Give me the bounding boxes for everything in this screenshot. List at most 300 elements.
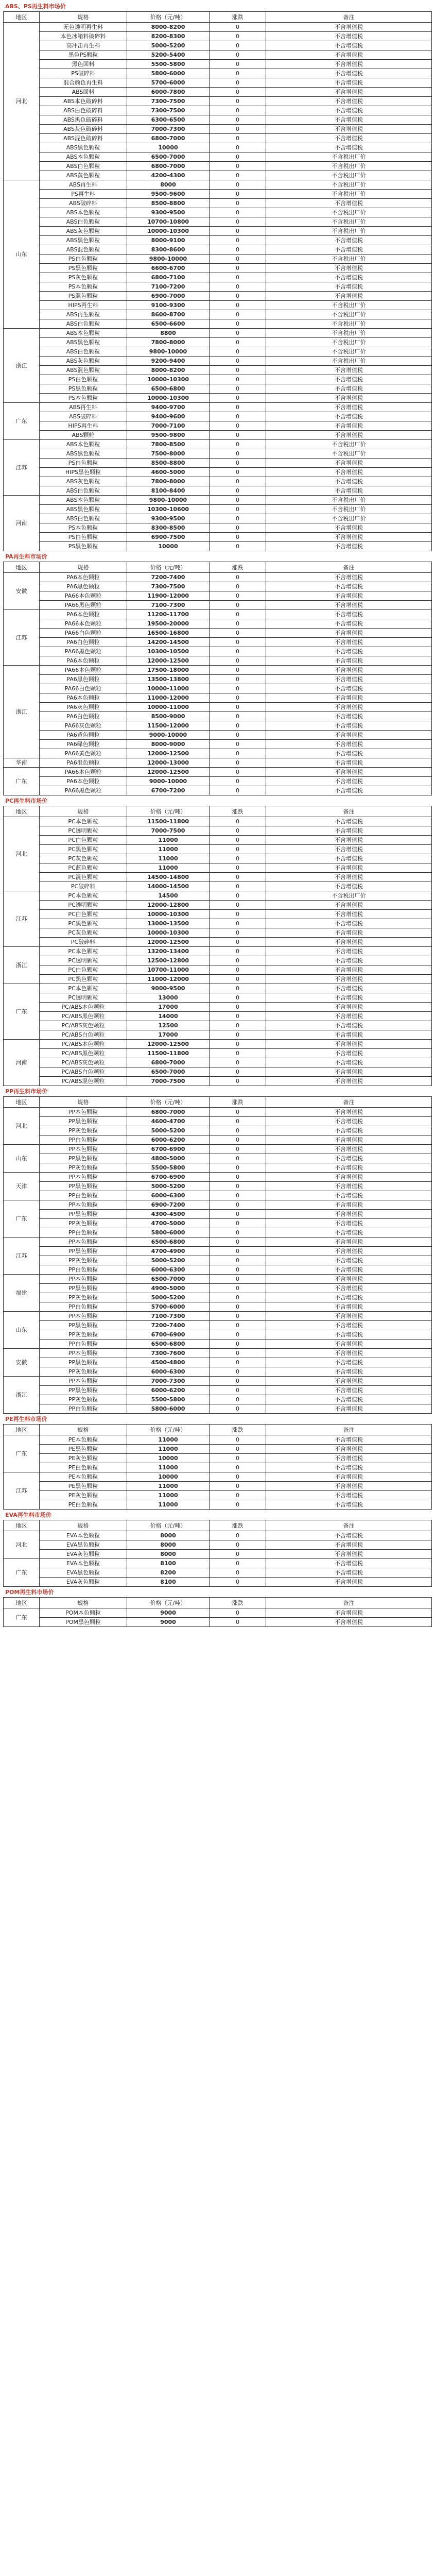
spec-cell: ABS颗粒	[40, 431, 127, 440]
spec-cell: PC混色颗粒	[40, 873, 127, 882]
price-cell: 7100-7200	[127, 282, 210, 292]
spec-cell: PE灰色颗粒	[40, 1454, 127, 1463]
price-section	[3, 2, 432, 551]
price-cell: 9300-9500	[127, 514, 210, 523]
spec-cell: PE白色颗粒	[40, 1500, 127, 1510]
price-cell: 13000-13500	[127, 919, 210, 928]
note-cell: 不含增值税	[266, 50, 432, 60]
table-row	[4, 394, 432, 403]
price-section	[3, 1087, 432, 1414]
price-cell: 5000-5200	[127, 1293, 210, 1302]
note-cell: 不含税出厂价	[266, 449, 432, 459]
spec-cell: PP白色颗粒	[40, 1136, 127, 1145]
spec-cell: PP本色颗粒	[40, 1238, 127, 1247]
spec-cell: PP灰色颗粒	[40, 1293, 127, 1302]
spec-cell: PC白色颗粒	[40, 965, 127, 975]
price-cell: 7800-8500	[127, 440, 210, 449]
price-cell: 6000-6200	[127, 1386, 210, 1395]
note-cell: 不含增值税	[266, 366, 432, 375]
table-row	[4, 1404, 432, 1414]
price-cell: 9400-9700	[127, 403, 210, 412]
table-row	[4, 1247, 432, 1256]
region-cell: 浙江	[4, 666, 40, 758]
change-cell: 0	[210, 542, 266, 551]
price-cell: 10000	[127, 542, 210, 551]
change-cell: 0	[210, 703, 266, 712]
table-row	[4, 1136, 432, 1145]
table-row	[4, 180, 432, 190]
price-cell: 9800-10000	[127, 255, 210, 264]
spec-cell: PA66本色颗粒	[40, 619, 127, 629]
note-cell: 不含税出厂价	[266, 190, 432, 199]
change-cell: 0	[210, 180, 266, 190]
spec-cell: ABS本色颗粒	[40, 329, 127, 338]
header-price: 价格（元/吨）	[127, 1425, 210, 1435]
spec-cell: PP本色颗粒	[40, 1173, 127, 1182]
change-cell: 0	[210, 190, 266, 199]
spec-cell: POM黑色颗粒	[40, 1618, 127, 1627]
note-cell: 不含增值税	[266, 1386, 432, 1395]
spec-cell: ABS回料	[40, 88, 127, 97]
note-cell: 不含增值税	[266, 1578, 432, 1587]
note-cell: 不含增值税	[266, 115, 432, 125]
price-cell: 4800-5000	[127, 1154, 210, 1163]
change-cell: 0	[210, 125, 266, 134]
price-section	[3, 552, 432, 795]
table-row	[4, 1358, 432, 1367]
price-cell: 7000-7300	[127, 125, 210, 134]
note-cell: 不含增值税	[266, 1256, 432, 1265]
table-row	[4, 1367, 432, 1377]
change-cell: 0	[210, 1136, 266, 1145]
price-cell: 6500-7000	[127, 152, 210, 162]
change-cell: 0	[210, 956, 266, 965]
note-cell: 不含增值税	[266, 1618, 432, 1627]
table-row	[4, 873, 432, 882]
change-cell: 0	[210, 97, 266, 106]
header-price: 价格（元/吨）	[127, 1520, 210, 1531]
spec-cell: PP灰色颗粒	[40, 1219, 127, 1228]
spec-cell: PA6本色颗粒	[40, 693, 127, 703]
note-cell: 不含增值税	[266, 245, 432, 255]
table-row	[4, 863, 432, 873]
table-row	[4, 712, 432, 721]
region-cell: 河南	[4, 1040, 40, 1086]
change-cell: 0	[210, 758, 266, 768]
change-cell: 0	[210, 582, 266, 591]
table-row	[4, 1228, 432, 1238]
price-cell: 5800-6000	[127, 1228, 210, 1238]
spec-cell: PA66白色颗粒	[40, 684, 127, 693]
region-cell: 江苏	[4, 891, 40, 947]
price-cell: 7000-7500	[127, 1077, 210, 1086]
table-row	[4, 1340, 432, 1349]
change-cell: 0	[210, 1491, 266, 1500]
price-cell: 6800-7000	[127, 134, 210, 143]
note-cell: 不含增值税	[266, 731, 432, 740]
table-row	[4, 1349, 432, 1358]
change-cell: 0	[210, 1067, 266, 1077]
price-cell: 8500-8800	[127, 459, 210, 468]
price-cell: 7800-8000	[127, 338, 210, 347]
note-cell: 不含增值税	[266, 928, 432, 938]
region-cell: 河北	[4, 817, 40, 891]
table-row	[4, 993, 432, 1003]
note-cell: 不含增值税	[266, 965, 432, 975]
price-cell: 11500-12000	[127, 721, 210, 731]
price-cell: 8000	[127, 180, 210, 190]
note-cell: 不含增值税	[266, 1463, 432, 1472]
spec-cell: 高冲击再生料	[40, 41, 127, 50]
change-cell: 0	[210, 50, 266, 60]
price-cell: 14000-14500	[127, 882, 210, 891]
header-region: 地区	[4, 1097, 40, 1108]
table-row	[4, 69, 432, 78]
table-row	[4, 1126, 432, 1136]
note-cell: 不含税出厂价	[266, 505, 432, 514]
price-cell: 6500-7000	[127, 1067, 210, 1077]
spec-cell: ABS本色颗粒	[40, 152, 127, 162]
price-cell: 9000	[127, 1608, 210, 1618]
price-table	[3, 11, 432, 551]
note-cell: 不含增值税	[266, 1491, 432, 1500]
spec-cell: PS白色颗粒	[40, 255, 127, 264]
change-cell: 0	[210, 1108, 266, 1117]
spec-cell: PS混色颗粒	[40, 292, 127, 301]
price-cell: 7000-7100	[127, 421, 210, 431]
table-header-row	[4, 1425, 432, 1435]
table-row	[4, 440, 432, 449]
note-cell: 不含增值税	[266, 32, 432, 41]
change-cell: 0	[210, 468, 266, 477]
spec-cell: 本色冰箱料破碎料	[40, 32, 127, 41]
price-cell: 6800-7100	[127, 273, 210, 282]
spec-cell: PP黑色颗粒	[40, 1386, 127, 1395]
note-cell: 不含税出厂价	[266, 162, 432, 171]
table-row	[4, 882, 432, 891]
change-cell: 0	[210, 1293, 266, 1302]
table-row	[4, 1540, 432, 1550]
change-cell: 0	[210, 1247, 266, 1256]
price-cell: 11200-11700	[127, 610, 210, 619]
spec-cell: EVA灰色颗粒	[40, 1578, 127, 1587]
spec-cell: PP本色颗粒	[40, 1200, 127, 1210]
table-row	[4, 836, 432, 845]
note-cell: 不含税出厂价	[266, 496, 432, 505]
spec-cell: PA6黄色颗粒	[40, 731, 127, 740]
change-cell: 0	[210, 69, 266, 78]
table-row	[4, 854, 432, 863]
note-cell: 不含增值税	[266, 542, 432, 551]
price-cell: 5000-5200	[127, 1256, 210, 1265]
note-cell: 不含增值税	[266, 60, 432, 69]
price-cell: 11000	[127, 854, 210, 863]
price-cell: 7000-7500	[127, 826, 210, 836]
note-cell: 不含增值税	[266, 1321, 432, 1330]
note-cell: 不含增值税	[266, 1500, 432, 1510]
change-cell: 0	[210, 329, 266, 338]
region-cell: 河北	[4, 1108, 40, 1145]
price-cell: 5500-5800	[127, 60, 210, 69]
price-cell: 8000	[127, 1550, 210, 1559]
table-row	[4, 1200, 432, 1210]
price-cell: 7300-7500	[127, 582, 210, 591]
table-row	[4, 910, 432, 919]
note-cell: 不含增值税	[266, 938, 432, 947]
table-row	[4, 721, 432, 731]
table-row	[4, 582, 432, 591]
spec-cell: EVA灰色颗粒	[40, 1550, 127, 1559]
note-cell: 不含增值税	[266, 1275, 432, 1284]
note-cell: 不含增值税	[266, 1340, 432, 1349]
note-cell: 不含增值税	[266, 1568, 432, 1578]
spec-cell: ABS白色颗粒	[40, 347, 127, 357]
note-cell: 不含增值税	[266, 403, 432, 412]
note-cell: 不含增值税	[266, 1003, 432, 1012]
table-row	[4, 1256, 432, 1265]
change-cell: 0	[210, 431, 266, 440]
spec-cell: EVA黑色颗粒	[40, 1540, 127, 1550]
note-cell: 不含增值税	[266, 523, 432, 533]
price-cell: 9000-9500	[127, 984, 210, 993]
spec-cell: PA6灰色颗粒	[40, 703, 127, 712]
spec-cell: ABS混色破碎料	[40, 134, 127, 143]
change-cell: 0	[210, 1284, 266, 1293]
change-cell: 0	[210, 403, 266, 412]
change-cell: 0	[210, 1003, 266, 1012]
note-cell: 不含增值税	[266, 292, 432, 301]
note-cell: 不含税出厂价	[266, 208, 432, 217]
price-cell: 9300-9500	[127, 208, 210, 217]
price-cell: 10000-11000	[127, 684, 210, 693]
price-cell: 10000-10300	[127, 928, 210, 938]
section-title: PE再生料市场价	[5, 1416, 47, 1422]
change-cell: 0	[210, 965, 266, 975]
header-change: 涨跌	[210, 12, 266, 23]
change-cell: 0	[210, 282, 266, 292]
price-cell: 8000-8200	[127, 366, 210, 375]
table-row	[4, 675, 432, 684]
table-row	[4, 1312, 432, 1321]
price-cell: 10000-10300	[127, 375, 210, 384]
price-cell: 11000-12000	[127, 975, 210, 984]
region-cell: 浙江	[4, 329, 40, 403]
change-cell: 0	[210, 1302, 266, 1312]
spec-cell: PP黑色颗粒	[40, 1284, 127, 1293]
spec-cell: PE黑色颗粒	[40, 1445, 127, 1454]
price-cell: 11000	[127, 863, 210, 873]
region-cell: 江苏	[4, 440, 40, 496]
change-cell: 0	[210, 1200, 266, 1210]
spec-cell: HIPS再生料	[40, 301, 127, 310]
note-cell: 不含增值税	[266, 1472, 432, 1482]
price-cell: 12000-12500	[127, 749, 210, 758]
price-cell: 12000-12500	[127, 938, 210, 947]
table-row	[4, 106, 432, 115]
price-table	[3, 1597, 432, 1627]
spec-cell: PE黑色颗粒	[40, 1482, 127, 1491]
table-row	[4, 1003, 432, 1012]
table-row	[4, 573, 432, 582]
spec-cell: 混合颜色再生料	[40, 78, 127, 88]
price-cell: 6800-7000	[127, 1108, 210, 1117]
change-cell: 0	[210, 273, 266, 282]
table-row	[4, 23, 432, 32]
spec-cell: ABS混色颗粒	[40, 245, 127, 255]
note-cell: 不含增值税	[266, 69, 432, 78]
change-cell: 0	[210, 638, 266, 647]
spec-cell: PC/ABS白色颗粒	[40, 1067, 127, 1077]
note-cell: 不含增值税	[266, 1435, 432, 1445]
note-cell: 不含增值税	[266, 629, 432, 638]
price-cell: 7100-7300	[127, 601, 210, 610]
price-cell: 9500-9600	[127, 190, 210, 199]
change-cell: 0	[210, 1367, 266, 1377]
table-row	[4, 366, 432, 375]
region-cell: 安徽	[4, 1349, 40, 1377]
change-cell: 0	[210, 928, 266, 938]
price-cell: 10000	[127, 1472, 210, 1482]
table-row	[4, 1154, 432, 1163]
price-cell: 11000	[127, 1445, 210, 1454]
change-cell: 0	[210, 1358, 266, 1367]
change-cell: 0	[210, 477, 266, 486]
header-change: 涨跌	[210, 1425, 266, 1435]
price-cell: 6800-7000	[127, 1058, 210, 1067]
price-cell: 7200-7400	[127, 1321, 210, 1330]
table-row	[4, 264, 432, 273]
note-cell: 不含增值税	[266, 1358, 432, 1367]
spec-cell: 黑色PS颗粒	[40, 50, 127, 60]
price-cell: 10000	[127, 1454, 210, 1463]
price-cell: 12000-13000	[127, 758, 210, 768]
table-row	[4, 357, 432, 366]
note-cell: 不含税出厂价	[266, 217, 432, 227]
note-cell: 不含增值税	[266, 412, 432, 421]
change-cell: 0	[210, 310, 266, 319]
change-cell: 0	[210, 375, 266, 384]
change-cell: 0	[210, 1077, 266, 1086]
price-cell: 13500-13800	[127, 675, 210, 684]
table-row	[4, 431, 432, 440]
spec-cell: PP灰色颗粒	[40, 1367, 127, 1377]
change-cell: 0	[210, 656, 266, 666]
price-cell: 5800-6000	[127, 1404, 210, 1414]
spec-cell: PS本色颗粒	[40, 282, 127, 292]
price-cell: 8600-8700	[127, 310, 210, 319]
note-cell: 不含增值税	[266, 975, 432, 984]
change-cell: 0	[210, 1463, 266, 1472]
note-cell: 不含增值税	[266, 1404, 432, 1414]
change-cell: 0	[210, 1531, 266, 1540]
note-cell: 不含增值税	[266, 1445, 432, 1454]
change-cell: 0	[210, 777, 266, 786]
price-cell: 9000-10000	[127, 731, 210, 740]
spec-cell: PP灰色颗粒	[40, 1395, 127, 1404]
spec-cell: PS破碎料	[40, 69, 127, 78]
table-row	[4, 1293, 432, 1302]
header-change: 涨跌	[210, 1520, 266, 1531]
note-cell: 不含增值税	[266, 1154, 432, 1163]
note-cell: 不含增值税	[266, 273, 432, 282]
table-row	[4, 1500, 432, 1510]
spec-cell: PA66黄色颗粒	[40, 749, 127, 758]
change-cell: 0	[210, 1058, 266, 1067]
table-row	[4, 282, 432, 292]
header-spec: 规格	[40, 562, 127, 573]
change-cell: 0	[210, 1559, 266, 1568]
table-row	[4, 412, 432, 421]
note-cell: 不含增值税	[266, 1330, 432, 1340]
note-cell: 不含增值税	[266, 199, 432, 208]
region-cell: 广东	[4, 1435, 40, 1472]
spec-cell: PP本色颗粒	[40, 1275, 127, 1284]
table-row	[4, 134, 432, 143]
price-cell: 7300-7500	[127, 106, 210, 115]
price-cell: 11500-11800	[127, 817, 210, 826]
note-cell: 不含增值税	[266, 1550, 432, 1559]
change-cell: 0	[210, 993, 266, 1003]
change-cell: 0	[210, 255, 266, 264]
note-cell: 不含增值税	[266, 1454, 432, 1463]
table-row	[4, 1067, 432, 1077]
table-header-row	[4, 1598, 432, 1608]
price-cell: 5500-5800	[127, 1395, 210, 1404]
table-row	[4, 78, 432, 88]
note-cell: 不含税出厂价	[266, 255, 432, 264]
note-cell: 不含增值税	[266, 431, 432, 440]
change-cell: 0	[210, 1030, 266, 1040]
table-row	[4, 477, 432, 486]
table-row	[4, 1219, 432, 1228]
spec-cell: PA66黑色颗粒	[40, 601, 127, 610]
section-title: POM再生料市场价	[5, 1589, 54, 1596]
change-cell: 0	[210, 817, 266, 826]
table-row	[4, 199, 432, 208]
note-cell: 不含增值税	[266, 125, 432, 134]
change-cell: 0	[210, 1256, 266, 1265]
price-cell: 10700-11000	[127, 965, 210, 975]
price-cell: 9000	[127, 1618, 210, 1627]
price-cell: 10700-10800	[127, 217, 210, 227]
table-row	[4, 236, 432, 245]
note-cell: 不含增值税	[266, 826, 432, 836]
price-cell: 6500-6800	[127, 1238, 210, 1247]
note-cell: 不含税出厂价	[266, 329, 432, 338]
price-cell: 9800-10000	[127, 347, 210, 357]
spec-cell: ABS白色颗粒	[40, 319, 127, 329]
spec-cell: PC透明颗粒	[40, 993, 127, 1003]
table-row	[4, 817, 432, 826]
note-cell: 不含增值税	[266, 533, 432, 542]
note-cell: 不含增值税	[266, 468, 432, 477]
spec-cell: PC黑色颗粒	[40, 845, 127, 854]
change-cell: 0	[210, 601, 266, 610]
region-cell: 山东	[4, 180, 40, 329]
price-cell: 12500	[127, 1021, 210, 1030]
table-row	[4, 1058, 432, 1067]
change-cell: 0	[210, 1578, 266, 1587]
region-cell: 江苏	[4, 610, 40, 666]
note-cell: 不含增值税	[266, 1302, 432, 1312]
spec-cell: PP黑色颗粒	[40, 1117, 127, 1126]
change-cell: 0	[210, 768, 266, 777]
note-cell: 不含税出厂价	[266, 319, 432, 329]
header-region: 地区	[4, 12, 40, 23]
header-price: 价格（元/吨）	[127, 12, 210, 23]
note-cell: 不含增值税	[266, 675, 432, 684]
change-cell: 0	[210, 227, 266, 236]
